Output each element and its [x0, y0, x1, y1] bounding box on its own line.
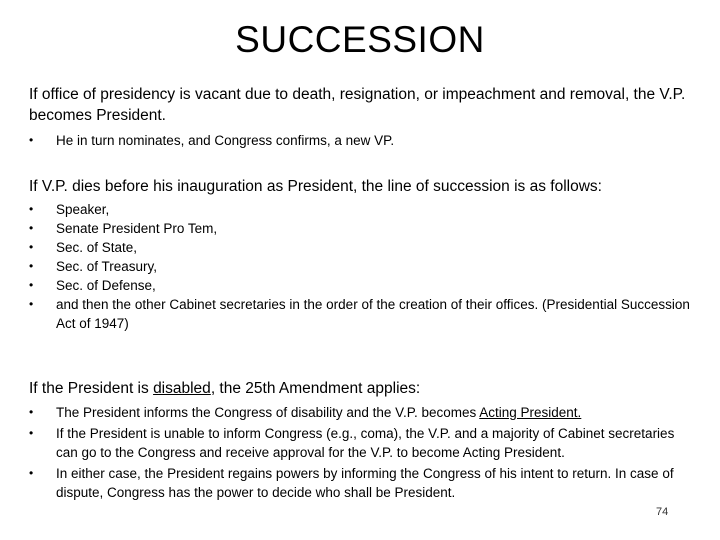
- bullet-icon: •: [29, 278, 34, 292]
- list-item: [29, 257, 699, 276]
- bullet-icon: •: [29, 133, 34, 147]
- list-item-text: Senate President Pro Tem,: [56, 221, 218, 236]
- list-item: [29, 131, 699, 150]
- amendment-bullet-list: [29, 403, 699, 504]
- page-number: 74: [656, 506, 669, 518]
- bullet-icon: •: [29, 466, 34, 480]
- list-item: [29, 464, 699, 502]
- disability-text-before: If the President is: [29, 380, 154, 397]
- list-item: [29, 295, 699, 333]
- list-item: [29, 238, 699, 257]
- list-item-text: Speaker,: [56, 202, 110, 217]
- disability-text-after: , the 25th Amendment applies:: [210, 380, 421, 397]
- vacancy-bullet-list: [29, 131, 699, 150]
- disability-paragraph: [29, 378, 699, 399]
- slide-title: SUCCESSION: [235, 19, 485, 60]
- list-item-text: Sec. of State,: [56, 240, 138, 255]
- list-item-text: Sec. of Treasury,: [56, 259, 158, 274]
- list-item-text: If the President is unable to inform Congress (e.g., coma), the V.P. and a majority of Cabinet secretaries can go to the Congress and receive approval for the V.P. to become Acting President.: [56, 426, 675, 460]
- bullet-icon: •: [29, 297, 34, 311]
- list-item-text-before: The President informs the Congress of disability and the V.P. becomes: [56, 405, 480, 420]
- list-item-text: He in turn nominates, and Congress confirms, a new VP.: [56, 133, 395, 148]
- bullet-icon: •: [29, 405, 34, 419]
- bullet-icon: •: [29, 221, 34, 235]
- list-item-text: and then the other Cabinet secretaries in the order of the creation of their offices. (Presidential Succession Act of 1947): [56, 297, 690, 331]
- bullet-icon: •: [29, 259, 34, 273]
- list-item: [29, 276, 699, 295]
- list-item: [29, 219, 699, 238]
- list-item-text: Sec. of Defense,: [56, 278, 156, 293]
- vacancy-paragraph: If office of presidency is vacant due to death, resignation, or impeachment and removal, the V.P. becomes President.: [29, 86, 686, 124]
- succession-bullet-list: [29, 200, 699, 333]
- list-item: [29, 200, 699, 219]
- disabled-underlined-word: disabled: [153, 380, 211, 397]
- list-item-text: In either case, the President regains powers by informing the Congress of his intent to return. In case of dispute, Congress has the power to decide who shall be President.: [56, 466, 674, 500]
- bullet-icon: •: [29, 202, 34, 216]
- line-of-succession-paragraph: If V.P. dies before his inauguration as President, the line of succession is as follows:: [29, 178, 602, 195]
- bullet-icon: •: [29, 240, 34, 254]
- list-item: [29, 424, 699, 462]
- list-item: [29, 403, 699, 422]
- bullet-icon: •: [29, 426, 34, 440]
- list-item-text: [56, 405, 581, 420]
- acting-president-underlined: Acting President.: [479, 405, 582, 420]
